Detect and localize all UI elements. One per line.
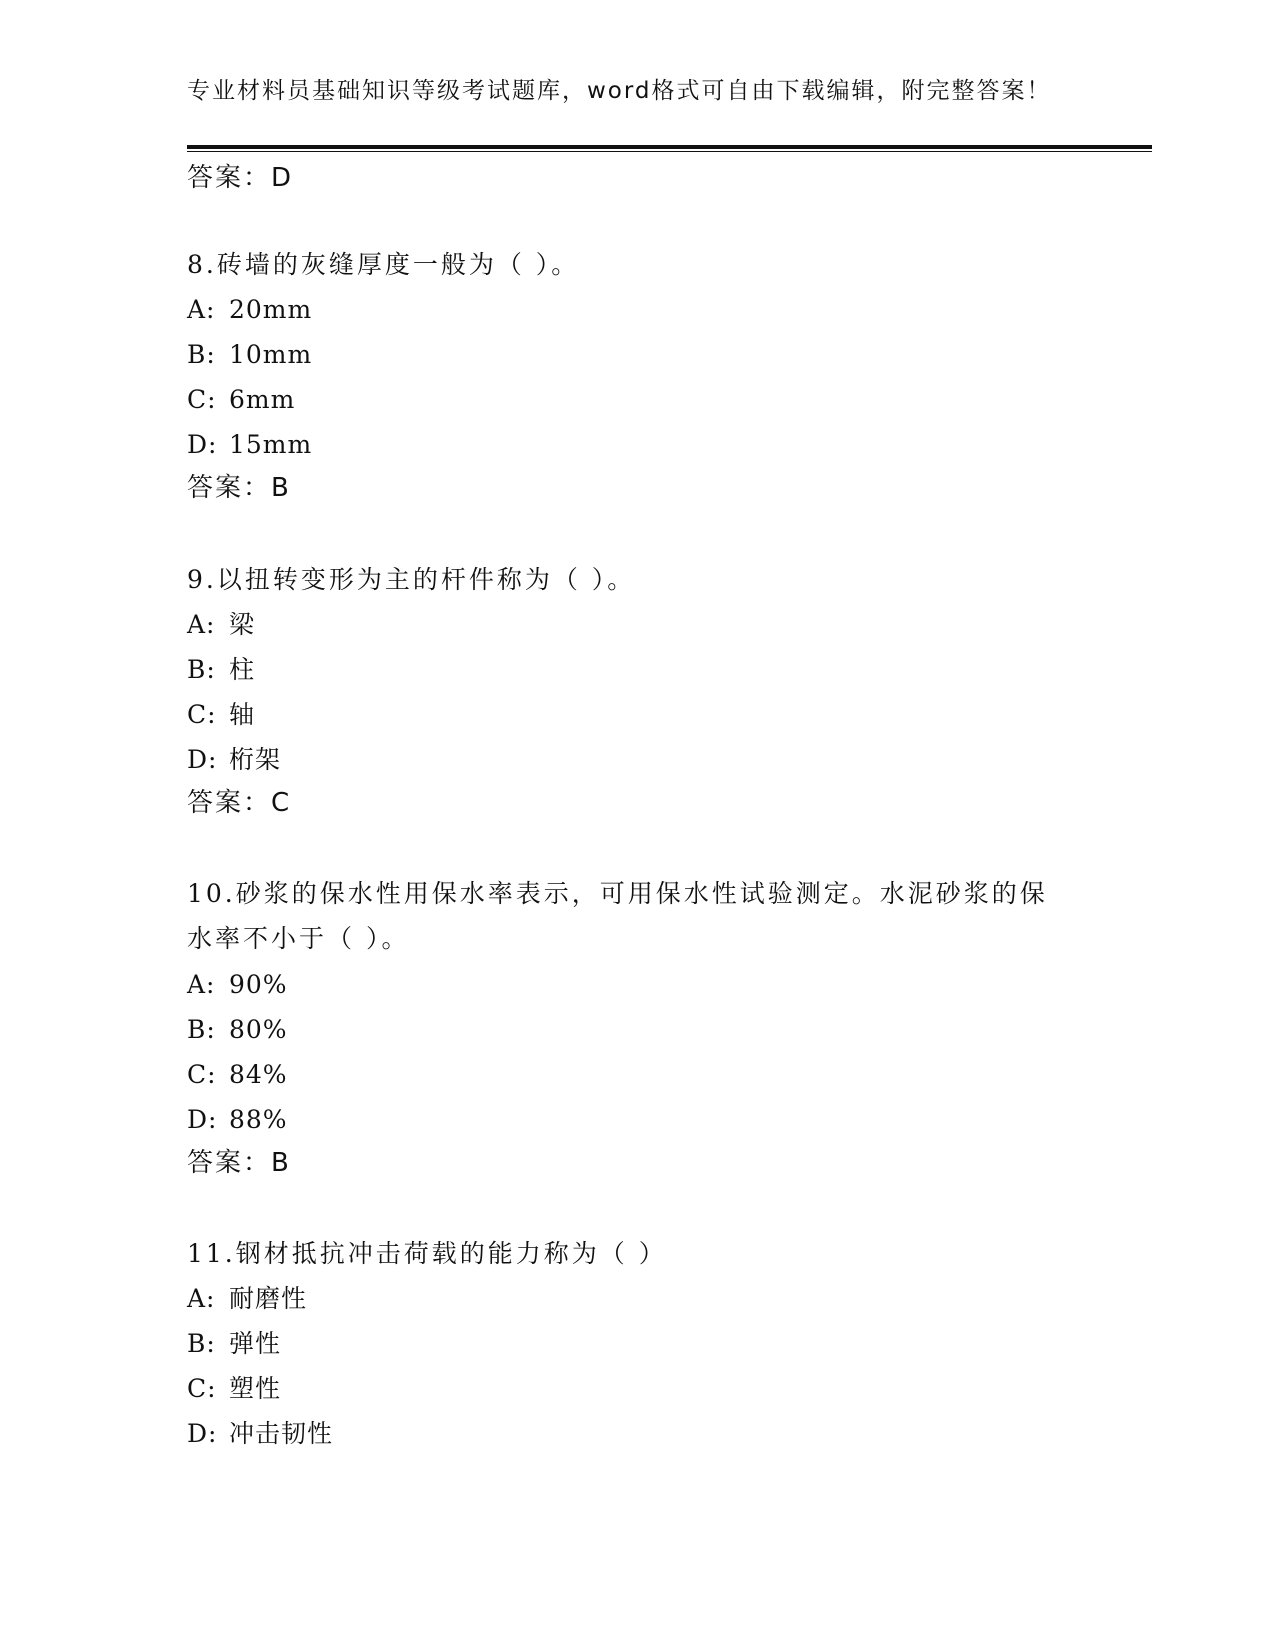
question-11-option-a	[187, 1282, 307, 1316]
question-11-option-d	[187, 1417, 333, 1451]
question-9-option-c	[187, 698, 255, 732]
option-text: 冲击韧性	[229, 1419, 334, 1448]
option-key: A:	[187, 970, 216, 999]
question-11-stem: 11.钢材抵抗冲击荷载的能力称为（ ）	[187, 1239, 667, 1268]
question-8-stem: 8.砖墙的灰缝厚度一般为（ ）。	[187, 250, 580, 279]
question-9-answer: 答案：C	[187, 788, 292, 818]
question-11-option-b	[187, 1327, 281, 1361]
header-divider-thick	[187, 145, 1152, 149]
question-9-option-b	[187, 653, 255, 687]
question-10-option-a	[187, 968, 288, 1002]
question-11-option-c	[187, 1372, 281, 1406]
option-key: D:	[187, 745, 218, 774]
question-10-stem-line1: 10.砂浆的保水性用保水率表示，可用保水性试验测定。水泥砂浆的保	[187, 879, 1048, 908]
option-key: A:	[187, 1284, 216, 1313]
question-10-answer: 答案：B	[187, 1148, 291, 1178]
option-text: 弹性	[229, 1329, 282, 1358]
question-10-option-d	[187, 1103, 288, 1137]
option-key: B:	[187, 655, 216, 684]
option-text: 80%	[229, 1015, 288, 1044]
option-key: D:	[187, 1419, 218, 1448]
option-text: 轴	[229, 700, 256, 729]
option-text: 塑性	[229, 1374, 282, 1403]
question-9-option-a	[187, 608, 255, 642]
option-key: A:	[187, 295, 216, 324]
document-header: 专业材料员基础知识等级考试题库，word格式可自由下载编辑，附完整答案！	[187, 78, 1052, 104]
answer-q7: 答案：D	[187, 163, 294, 193]
option-key: D:	[187, 1105, 218, 1134]
option-text: 15mm	[229, 430, 313, 459]
option-key: C:	[187, 1060, 217, 1089]
option-key: C:	[187, 700, 217, 729]
option-key: D:	[187, 430, 218, 459]
question-8-answer: 答案：B	[187, 473, 291, 503]
option-text: 20mm	[229, 295, 313, 324]
question-9-option-d	[187, 743, 281, 777]
question-8-option-d	[187, 428, 312, 462]
question-10-option-b	[187, 1013, 288, 1047]
option-key: C:	[187, 385, 217, 414]
option-key: A:	[187, 610, 216, 639]
option-text: 6mm	[229, 385, 296, 414]
option-text: 桁架	[229, 745, 282, 774]
question-8-option-c	[187, 383, 295, 417]
option-text: 84%	[229, 1060, 288, 1089]
question-9-stem: 9.以扭转变形为主的杆件称为（ ）。	[187, 565, 636, 594]
option-text: 耐磨性	[229, 1284, 308, 1313]
option-key: B:	[187, 1329, 216, 1358]
option-text: 88%	[229, 1105, 288, 1134]
option-key: B:	[187, 1015, 216, 1044]
question-10-stem-line2: 水率不小于（ ）。	[187, 924, 410, 953]
option-text: 梁	[229, 610, 256, 639]
option-key: C:	[187, 1374, 217, 1403]
header-divider-thin	[187, 151, 1152, 152]
option-text: 90%	[229, 970, 288, 999]
option-key: B:	[187, 340, 216, 369]
question-8-option-b	[187, 338, 312, 372]
question-10-option-c	[187, 1058, 288, 1092]
option-text: 10mm	[229, 340, 313, 369]
question-8-option-a	[187, 293, 312, 327]
option-text: 柱	[229, 655, 256, 684]
